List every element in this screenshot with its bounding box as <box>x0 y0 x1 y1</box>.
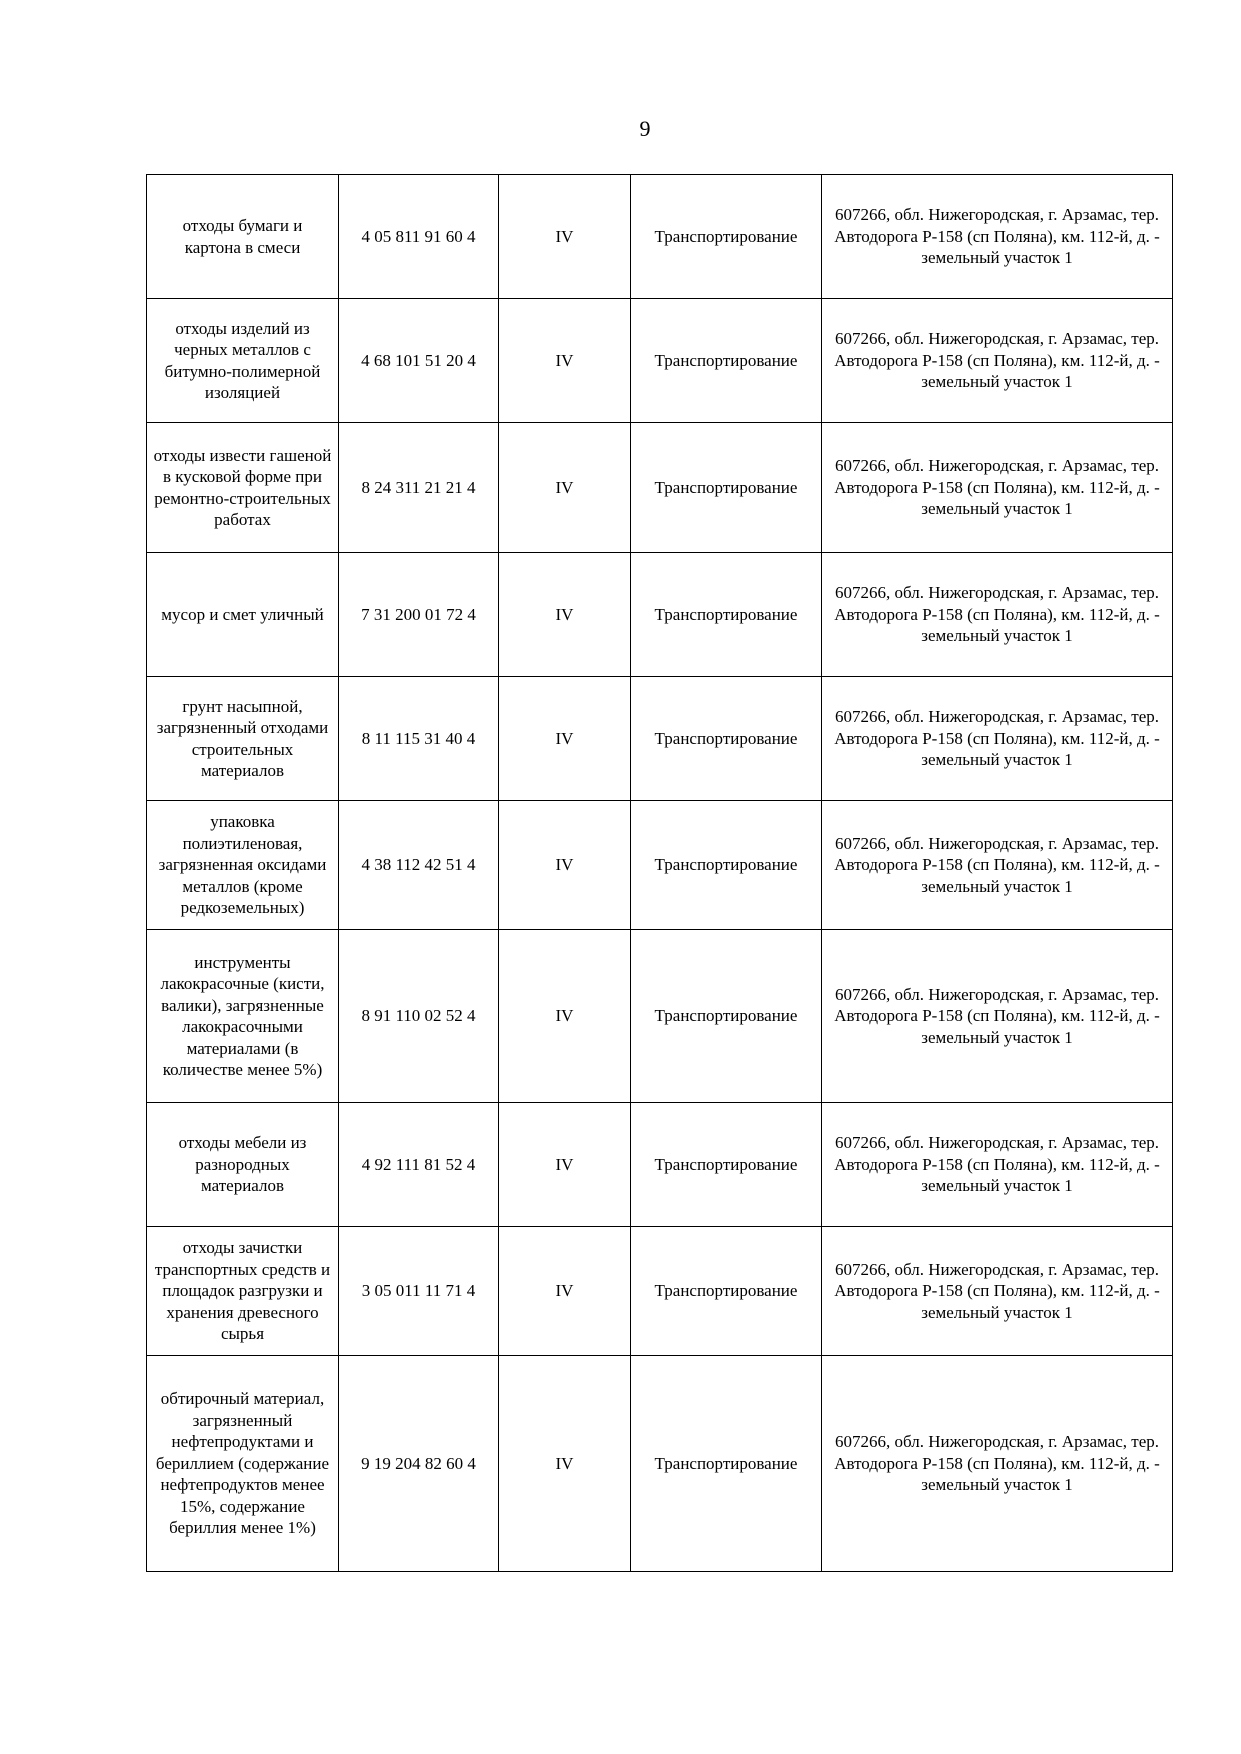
table-row <box>147 423 1173 553</box>
waste-name-cell: упаковка полиэтиленовая, загрязненная оксидами металлов (кроме редкоземельных) <box>147 801 339 930</box>
page-number: 9 <box>639 116 651 141</box>
waste-code-cell: 7 31 200 01 72 4 <box>339 553 499 677</box>
address-cell: 607266, обл. Нижегородская, г. Арзамас, тер. Автодорога Р-158 (сп Поляна), км. 112-й, д. - земельный участок 1 <box>822 553 1173 677</box>
table-row <box>147 1227 1173 1356</box>
waste-code-cell: 8 11 115 31 40 4 <box>339 677 499 801</box>
address-cell: 607266, обл. Нижегородская, г. Арзамас, тер. Автодорога Р-158 (сп Поляна), км. 112-й, д. - земельный участок 1 <box>822 175 1173 299</box>
address-cell: 607266, обл. Нижегородская, г. Арзамас, тер. Автодорога Р-158 (сп Поляна), км. 112-й, д. - земельный участок 1 <box>822 801 1173 930</box>
waste-code-cell: 3 05 011 11 71 4 <box>339 1227 499 1356</box>
table-row <box>147 930 1173 1103</box>
hazard-class-cell: IV <box>499 553 631 677</box>
waste-name-cell: мусор и смет уличный <box>147 553 339 677</box>
hazard-class-cell: IV <box>499 1103 631 1227</box>
hazard-class-cell: IV <box>499 1356 631 1572</box>
waste-name-cell: отходы мебели из разнородных материалов <box>147 1103 339 1227</box>
waste-code-cell: 4 05 811 91 60 4 <box>339 175 499 299</box>
activity-cell: Транспортирование <box>631 175 822 299</box>
address-cell: 607266, обл. Нижегородская, г. Арзамас, тер. Автодорога Р-158 (сп Поляна), км. 112-й, д. - земельный участок 1 <box>822 423 1173 553</box>
activity-cell: Транспортирование <box>631 1103 822 1227</box>
waste-name-cell: грунт насыпной, загрязненный отходами строительных материалов <box>147 677 339 801</box>
waste-name-cell: отходы изделий из черных металлов с битумно-полимерной изоляцией <box>147 299 339 423</box>
address-cell: 607266, обл. Нижегородская, г. Арзамас, тер. Автодорога Р-158 (сп Поляна), км. 112-й, д. - земельный участок 1 <box>822 1103 1173 1227</box>
hazard-class-cell: IV <box>499 677 631 801</box>
table-row <box>147 677 1173 801</box>
waste-name-cell: отходы бумаги и картона в смеси <box>147 175 339 299</box>
activity-cell: Транспортирование <box>631 677 822 801</box>
waste-table <box>146 174 1173 1572</box>
table-row <box>147 1356 1173 1572</box>
waste-name-cell: отходы извести гашеной в кусковой форме при ремонтно-строительных работах <box>147 423 339 553</box>
table-row <box>147 801 1173 930</box>
hazard-class-cell: IV <box>499 1227 631 1356</box>
address-cell: 607266, обл. Нижегородская, г. Арзамас, тер. Автодорога Р-158 (сп Поляна), км. 112-й, д. - земельный участок 1 <box>822 930 1173 1103</box>
waste-name-cell: обтирочный материал, загрязненный нефтепродуктами и бериллием (содержание нефтепродуктов менее 15%, содержание бериллия менее 1%) <box>147 1356 339 1572</box>
waste-name-cell: инструменты лакокрасочные (кисти, валики), загрязненные лакокрасочными материалами (в количестве менее 5%) <box>147 930 339 1103</box>
hazard-class-cell: IV <box>499 801 631 930</box>
waste-name-cell: отходы зачистки транспортных средств и площадок разгрузки и хранения древесного сырья <box>147 1227 339 1356</box>
waste-code-cell: 4 68 101 51 20 4 <box>339 299 499 423</box>
activity-cell: Транспортирование <box>631 930 822 1103</box>
activity-cell: Транспортирование <box>631 1227 822 1356</box>
address-cell: 607266, обл. Нижегородская, г. Арзамас, тер. Автодорога Р-158 (сп Поляна), км. 112-й, д. - земельный участок 1 <box>822 299 1173 423</box>
table-row <box>147 1103 1173 1227</box>
waste-code-cell: 4 38 112 42 51 4 <box>339 801 499 930</box>
address-cell: 607266, обл. Нижегородская, г. Арзамас, тер. Автодорога Р-158 (сп Поляна), км. 112-й, д. - земельный участок 1 <box>822 677 1173 801</box>
waste-code-cell: 4 92 111 81 52 4 <box>339 1103 499 1227</box>
address-cell: 607266, обл. Нижегородская, г. Арзамас, тер. Автодорога Р-158 (сп Поляна), км. 112-й, д. - земельный участок 1 <box>822 1227 1173 1356</box>
activity-cell: Транспортирование <box>631 423 822 553</box>
activity-cell: Транспортирование <box>631 1356 822 1572</box>
hazard-class-cell: IV <box>499 423 631 553</box>
table-row <box>147 553 1173 677</box>
hazard-class-cell: IV <box>499 930 631 1103</box>
hazard-class-cell: IV <box>499 175 631 299</box>
activity-cell: Транспортирование <box>631 299 822 423</box>
waste-code-cell: 8 91 110 02 52 4 <box>339 930 499 1103</box>
waste-code-cell: 9 19 204 82 60 4 <box>339 1356 499 1572</box>
table-row <box>147 175 1173 299</box>
address-cell: 607266, обл. Нижегородская, г. Арзамас, тер. Автодорога Р-158 (сп Поляна), км. 112-й, д. - земельный участок 1 <box>822 1356 1173 1572</box>
waste-code-cell: 8 24 311 21 21 4 <box>339 423 499 553</box>
activity-cell: Транспортирование <box>631 553 822 677</box>
hazard-class-cell: IV <box>499 299 631 423</box>
table-row <box>147 299 1173 423</box>
activity-cell: Транспортирование <box>631 801 822 930</box>
